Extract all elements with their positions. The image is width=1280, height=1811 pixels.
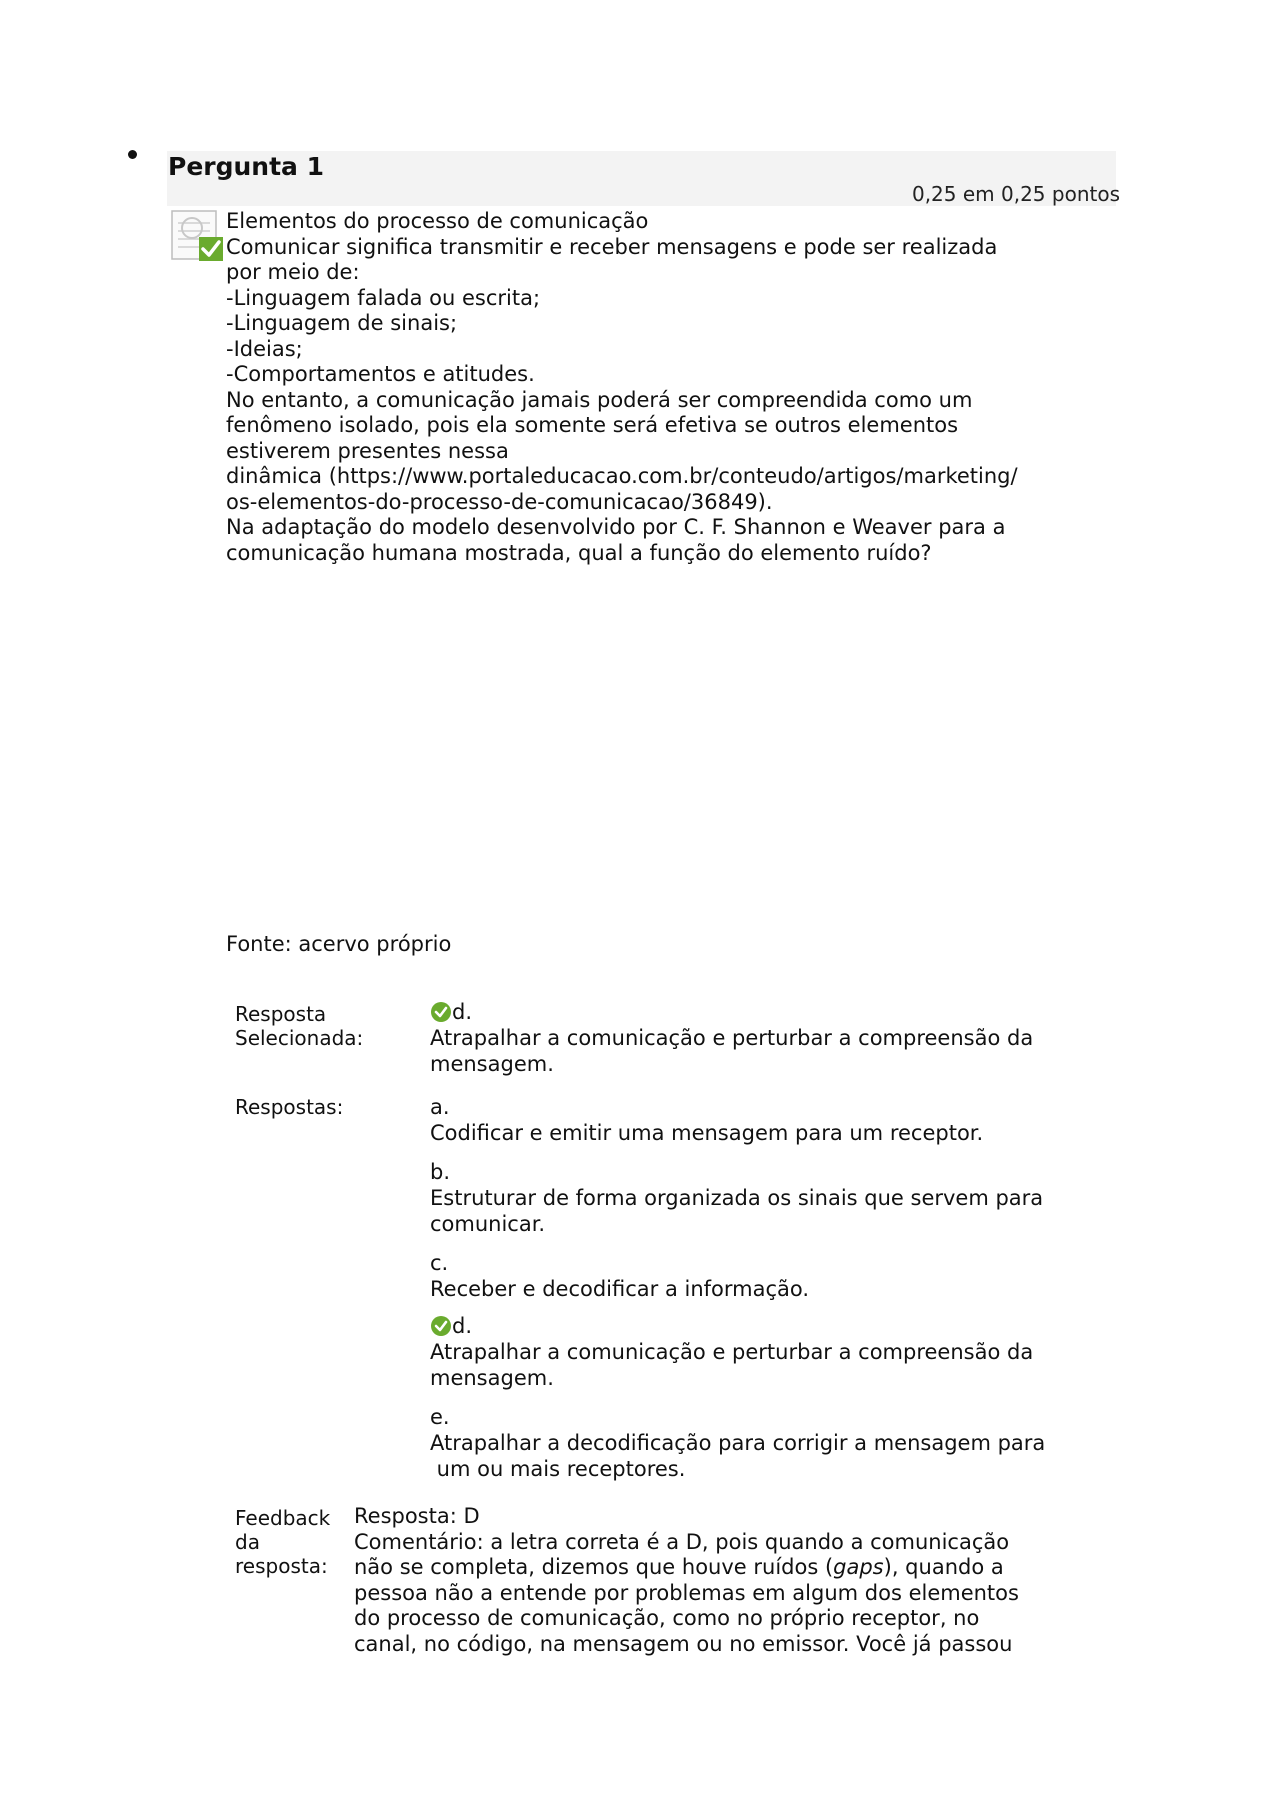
- correct-check-icon: [430, 1001, 452, 1023]
- question-points: 0,25 em 0,25 pontos: [911, 182, 1120, 206]
- question-text: Elementos do processo de comunicação Comunicar significa transmitir e receber mensagens e pode ser realizada por meio de: -Linguagem falada ou escrita; -Linguagem de sinais; -Ideias; -Comportamentos e atitudes. No entanto, a comunicação jamais poderá ser compreendida como um fenômeno isolado, pois ela somente será efetiva se outros elementos estiverem presentes nessa dinâmica (https://www.portaleducacao.com.br/conteudo/artigos/marketing/ os-elementos-do-processo-de-comunicacao/36849). Na adaptação do modelo desenvolvido por C. F. Shannon e Weaver para a comunicação humana mostrada, qual a função do elemento ruído?: [226, 209, 1056, 566]
- correct-question-icon: [170, 209, 225, 264]
- feedback-text: Resposta: D Comentário: a letra correta é a D, pois quando a comunicação não se completa, dizemos que houve ruídos (gaps), quando a pessoa não a entende por problemas em algum dos elementos do processo de comunicação, como no próprio receptor, no canal, no código, na mensagem ou no emissor. Você já passou: [354, 1504, 1019, 1656]
- answer-option-c: c. Receber e decodificar a informação.: [430, 1251, 810, 1301]
- list-bullet: [128, 150, 137, 159]
- answer-option-b: b. Estruturar de forma organizada os sinais que servem para comunicar.: [430, 1160, 1044, 1236]
- answers-label: Respostas:: [235, 1095, 344, 1119]
- answer-option-d: d. Atrapalhar a comunicação e perturbar a compreensão da mensagem.: [430, 1314, 1034, 1390]
- selected-answer-label: Resposta Selecionada:: [235, 1002, 364, 1050]
- question-title: Pergunta 1: [168, 152, 325, 181]
- answer-option-a: a. Codificar e emitir uma mensagem para um receptor.: [430, 1095, 984, 1145]
- answer-option-e: e. Atrapalhar a decodificação para corrigir a mensagem para um ou mais receptores.: [430, 1405, 1046, 1481]
- source-link[interactable]: dinâmica (https://www.portaleducacao.com.br/conteudo/artigos/marketing/: [226, 464, 1018, 488]
- feedback-label: Feedback da resposta:: [235, 1506, 331, 1578]
- selected-answer: d. Atrapalhar a comunicação e perturbar a compreensão da mensagem.: [430, 1000, 1034, 1076]
- correct-check-icon: [430, 1315, 452, 1337]
- image-source: Fonte: acervo próprio: [226, 932, 452, 956]
